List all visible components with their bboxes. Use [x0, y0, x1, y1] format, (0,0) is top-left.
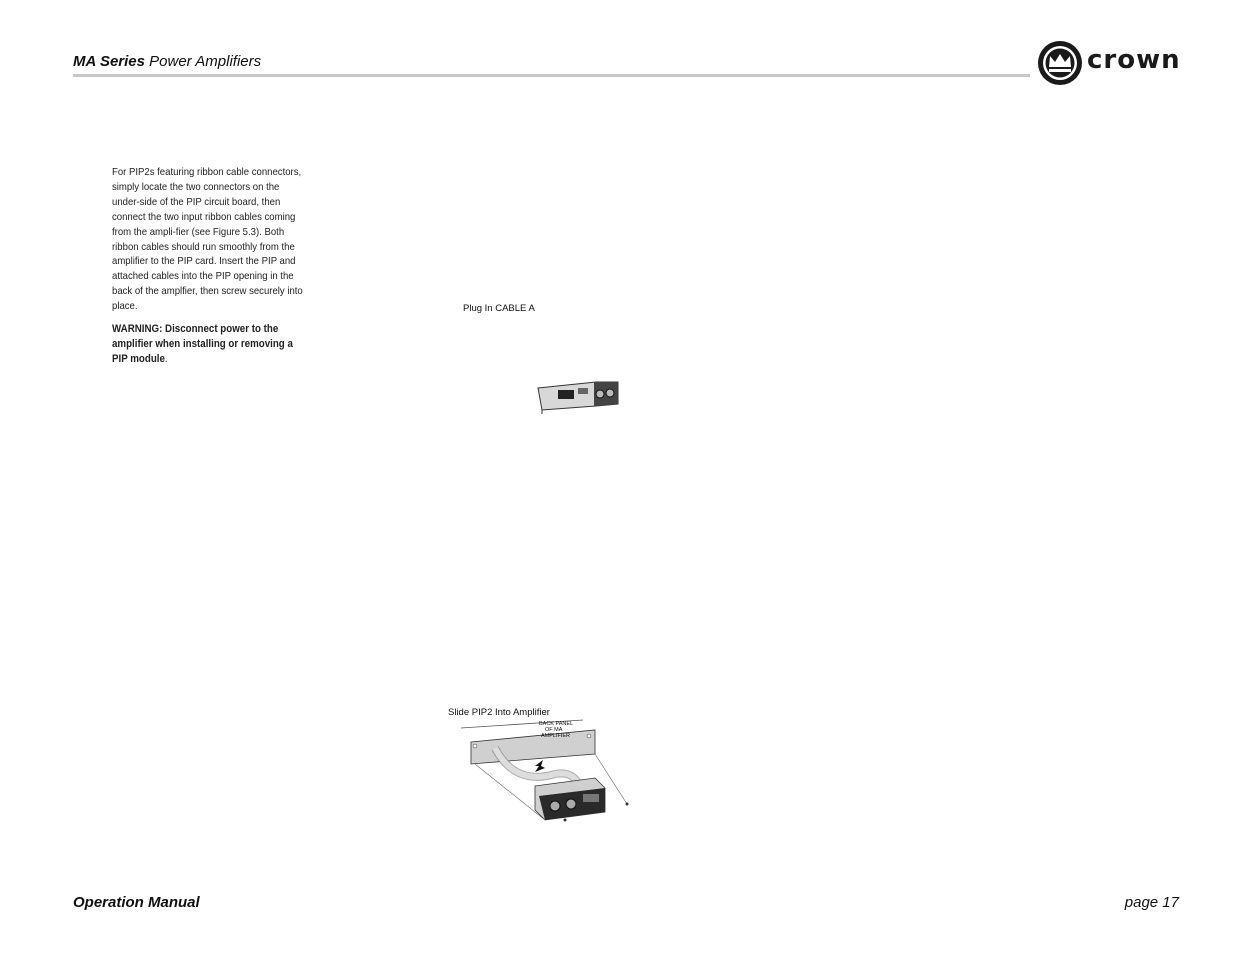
warning-period: .: [164, 353, 168, 366]
header-series: MA Series: [73, 53, 145, 70]
warning-strong: WARNING: Disconnect power to the amplifier when installing or removing a PIP module: [112, 323, 293, 366]
crown-wordmark: crown: [1087, 45, 1181, 75]
figure-label-slide-pip2: Slide PIP2 Into Amplifier: [448, 707, 550, 718]
crown-emblem-icon: [1036, 39, 1084, 87]
warning-text: [112, 322, 307, 367]
pip2-insertion-diagram: [455, 716, 635, 826]
footer-page-number: page 17: [1124, 894, 1179, 911]
callout-line-2: OF MA: [545, 727, 563, 733]
crown-logo: [1036, 39, 1186, 87]
header-title: [73, 53, 261, 70]
callout-line-3: AMPLIFIER: [541, 733, 571, 739]
pip-module-illustration: [536, 378, 620, 414]
footer-manual-title: Operation Manual: [73, 894, 200, 911]
callout-line-1: BACK PANEL: [539, 721, 574, 727]
body-paragraph: For PIP2s featuring ribbon cable connectors, simply locate the two connectors on the under-side of the PIP circuit board, then connect the two input ribbon cables coming from the ampli-fier (see Figure 5.3). Both ribbon cables should run smoothly from the amplifier to the PIP card. Insert the PIP and attached cables into the PIP opening in the back of the amplfier, then screw securely into place.: [112, 167, 303, 313]
header-subtitle: Power Amplifiers: [149, 53, 262, 70]
body-text: [112, 166, 307, 367]
figure-label-cable-a: Plug In CABLE A: [463, 303, 535, 314]
header-divider: [73, 74, 1030, 77]
